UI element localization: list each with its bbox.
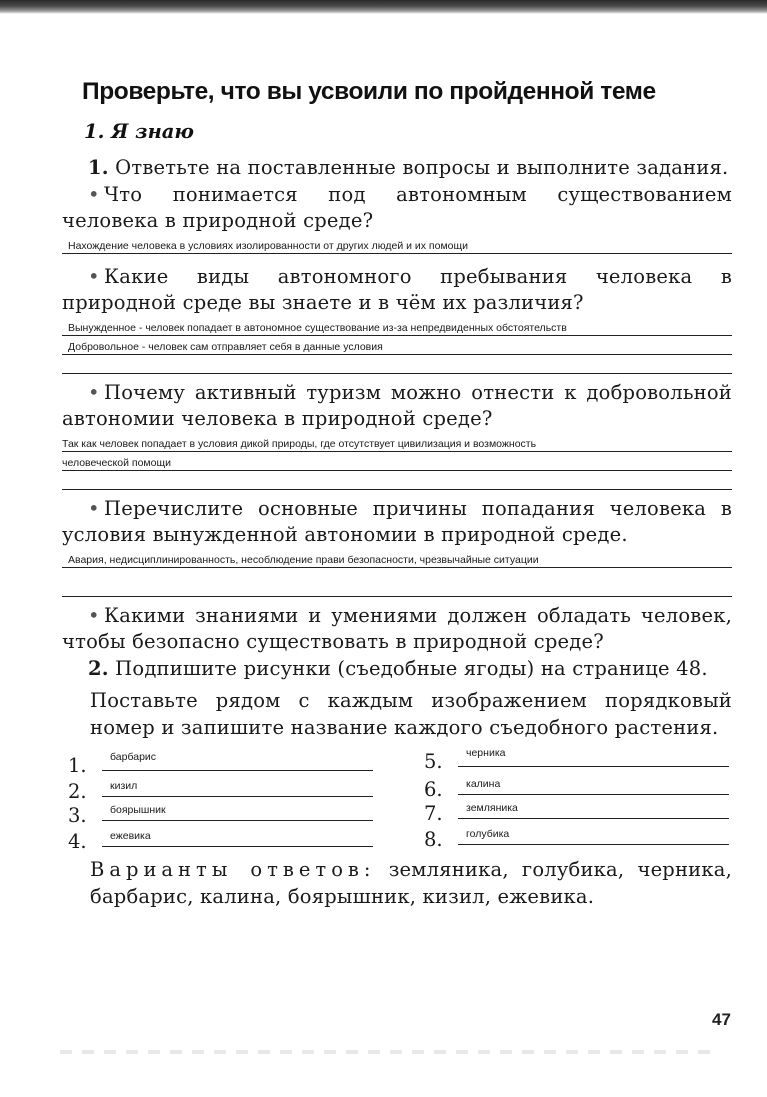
berry-item-3[interactable] — [68, 799, 373, 827]
berry-answer-list — [62, 745, 732, 853]
question-4-text: Перечислите основные причины попадания человека в условия вынужденной автономии в природной среде. — [62, 496, 732, 546]
question-4 — [62, 496, 732, 549]
variants-list: земляника, голубика, черника, барбарис, калина, боярышник, кизил, ежевика. — [90, 858, 732, 908]
question-3-text: Почему активный туризм можно отнести к добровольной автономии человека в природной среде? — [62, 380, 732, 430]
berry-item-2[interactable] — [68, 775, 373, 803]
berry-answer-6: калина — [466, 778, 501, 790]
worksheet-page — [62, 78, 732, 910]
berry-line-7 — [458, 818, 729, 819]
berry-line-2 — [102, 796, 373, 797]
bullet-icon: • — [88, 264, 100, 288]
berry-answer-4: ежевика — [110, 830, 151, 842]
question-2-text: Какие виды автономного пребывания человека в природной среде вы знаете и в чём их различия? — [62, 264, 732, 314]
berry-number-6: 6. — [424, 778, 443, 801]
berry-answer-5: черника — [466, 747, 506, 759]
berry-answer-2: кизил — [110, 780, 138, 792]
bullet-icon: • — [88, 603, 100, 627]
bullet-icon: • — [88, 496, 100, 520]
question-1-text: Что понимается под автономным существованием человека в природной среде? — [62, 182, 732, 232]
berry-answer-7: земляника — [466, 802, 518, 814]
berry-item-7[interactable] — [424, 797, 729, 825]
berry-number-8: 8. — [424, 828, 443, 851]
berry-number-5: 5. — [424, 750, 443, 773]
question-5 — [62, 603, 732, 656]
berry-answer-3: боярышник — [110, 804, 166, 816]
berry-answer-1: барбарис — [110, 751, 157, 763]
berry-line-5 — [458, 766, 729, 767]
berry-item-6[interactable] — [424, 773, 729, 801]
task2-text: Подпишите рисунки (съедобные ягоды) на странице 48. — [115, 656, 708, 680]
berry-number-3: 3. — [68, 804, 87, 827]
answer-3-line-3[interactable] — [62, 475, 732, 490]
berry-number-4: 4. — [68, 830, 87, 853]
answer-2-line-1[interactable]: Вынужденное - человек попадает в автономное существование из-за непредвиденных обстоятельств — [62, 321, 732, 336]
task2-number: 2. — [88, 656, 109, 680]
task1-number: 1. — [88, 156, 109, 179]
bullet-icon: • — [88, 380, 100, 404]
berry-line-1 — [102, 770, 373, 771]
variants-label: Варианты ответов: — [90, 858, 376, 881]
berry-item-4[interactable] — [68, 825, 373, 853]
answer-3-line-1[interactable]: Так как человек попадает в условия дикой природы, где отсутствует цивилизация и возможность — [62, 437, 732, 452]
berry-answer-8: голубика — [466, 828, 510, 840]
question-3 — [62, 380, 732, 433]
answer-4[interactable]: Авария, недисциплинированность, несоблюдение прави безопасности, чрезвычайные ситуации — [62, 553, 732, 568]
section-heading: 1. Я знаю — [84, 120, 194, 143]
berry-line-6 — [458, 794, 729, 795]
task2-intro — [62, 656, 732, 683]
scan-top-edge — [0, 0, 767, 14]
bullet-icon: • — [88, 182, 100, 206]
answer-2-line-2[interactable]: Добровольное - человек сам отправляет себя в данные условия — [62, 340, 732, 355]
question-2 — [62, 264, 732, 317]
answer-1[interactable]: Нахождение человека в условиях изолированности от других людей и их помощи — [62, 239, 732, 254]
berry-line-8 — [458, 844, 729, 845]
answer-3-line-2[interactable]: человеческой помощи — [62, 456, 732, 471]
task1-intro — [62, 155, 732, 182]
task1-text: Ответьте на поставленные вопросы и выполните задания. — [115, 156, 729, 179]
berry-item-8[interactable] — [424, 823, 729, 851]
question-1 — [62, 182, 732, 235]
answer-2-line-3[interactable] — [62, 359, 732, 374]
scan-bottom-smudge — [60, 1050, 720, 1054]
page-number: 47 — [712, 1010, 731, 1029]
berry-item-1[interactable] — [68, 749, 373, 777]
answer-4-line-2[interactable] — [62, 582, 732, 597]
berry-number-2: 2. — [68, 780, 87, 803]
question-5-text: Какими знаниями и умениями должен обладать человек, чтобы безопасно существовать в природной среде? — [62, 603, 732, 653]
answer-variants — [62, 857, 732, 910]
berry-number-7: 7. — [424, 802, 443, 825]
berry-line-3 — [102, 820, 373, 821]
page-title: Проверьте, что вы усвоили по пройденной теме — [82, 78, 656, 105]
berry-number-1: 1. — [68, 754, 87, 777]
task2-instruction: Поставьте рядом с каждым изображением порядковый номер и запишите название каждого съедобного растения. — [90, 689, 732, 739]
berry-item-5[interactable] — [424, 745, 729, 773]
berry-line-4 — [102, 846, 373, 847]
